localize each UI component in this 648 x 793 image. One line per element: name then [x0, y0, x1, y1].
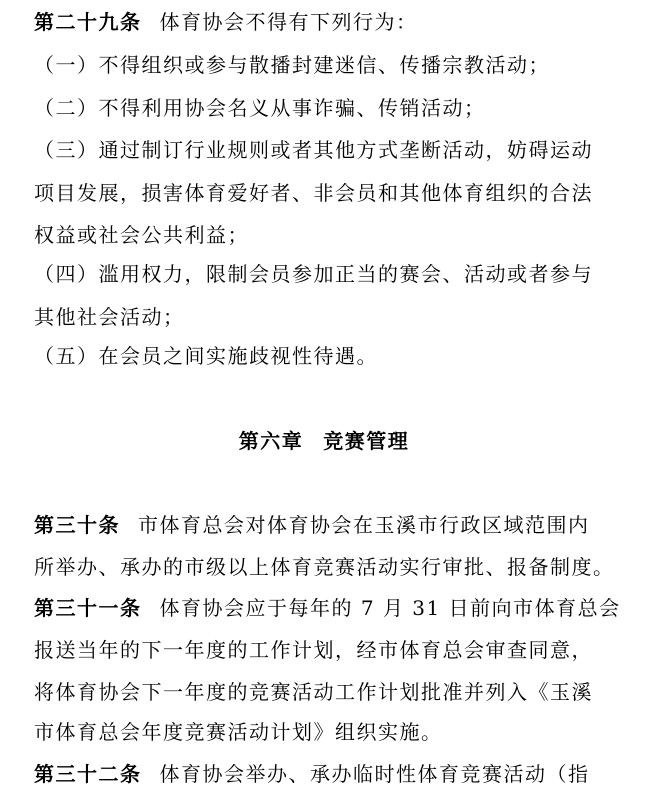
article-30-text-1: 市体育总会对体育协会在玉溪市行政区域范围内	[138, 513, 590, 537]
article-29-item-3-line-2: 项目发展，损害体育爱好者、非会员和其他体育组织的合法	[34, 181, 593, 205]
article-29-item-4-line-2: 其他社会活动；	[34, 305, 185, 329]
article-29-item-5: （五）在会员之间实施歧视性待遇。	[34, 344, 378, 368]
article-29-item-3-line-1: （三）通过制订行业规则或者其他方式垄断活动，妨碍运动	[34, 138, 593, 162]
article-29-item-4-line-1: （四）滥用权力，限制会员参加正当的赛会、活动或者参与	[34, 262, 593, 286]
article-29-intro: 体育协会不得有下列行为：	[159, 10, 418, 34]
article-31-heading: 第三十一条	[34, 596, 142, 620]
chapter-heading	[0, 429, 648, 453]
article-30-line-1	[34, 513, 624, 537]
article-32-heading: 第三十二条	[34, 762, 142, 786]
article-29-item-2: （二）不得利用协会名义从事诈骗、传销活动；	[34, 96, 486, 120]
article-29-item-1: （一）不得组织或参与散播封建迷信、传播宗教活动；	[34, 53, 550, 77]
article-29-item-3-line-3: 权益或社会公共利益；	[34, 223, 249, 247]
article-29-title-line	[34, 10, 624, 34]
article-31-line-4: 市体育总会年度竞赛活动计划》组织实施。	[34, 720, 443, 744]
article-32-text-1: 体育协会举办、承办临时性体育竞赛活动（指	[159, 762, 590, 786]
article-31-line-3: 将体育协会下一年度的竞赛活动工作计划批准并列入《玉溪	[34, 680, 593, 704]
article-31-text-1: 体育协会应于每年的 7 月 31 日前向市体育总会	[159, 596, 621, 620]
chapter-title: 竞赛管理	[323, 429, 410, 453]
article-30-line-2: 所举办、承办的市级以上体育竞赛活动实行审批、报备制度。	[34, 555, 615, 579]
article-29-heading: 第二十九条	[34, 10, 142, 34]
article-31-line-1	[34, 596, 624, 620]
article-30-heading: 第三十条	[34, 513, 120, 537]
chapter-number: 第六章	[238, 429, 304, 453]
article-32-line-1	[34, 762, 624, 786]
article-31-line-2: 报送当年的下一年度的工作计划，经市体育总会审查同意，	[34, 638, 593, 662]
